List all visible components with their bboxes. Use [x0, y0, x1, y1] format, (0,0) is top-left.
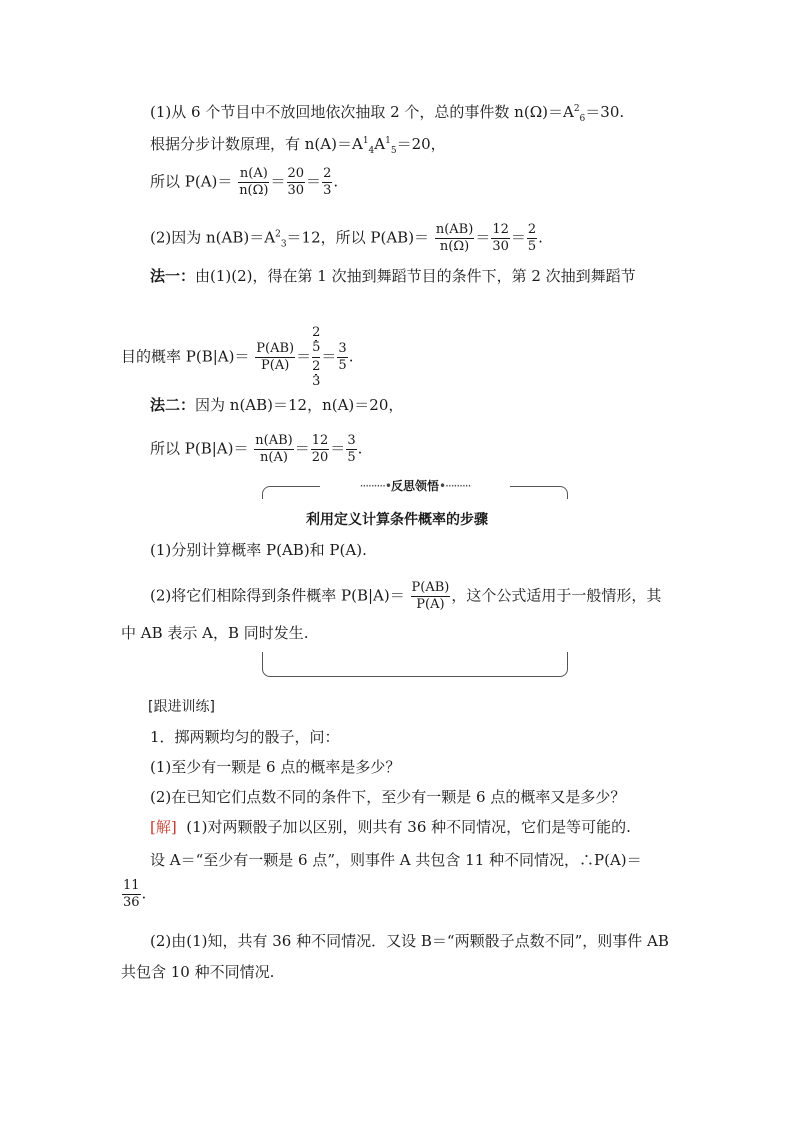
answer-line1: [150, 817, 631, 837]
equals: ＝: [330, 439, 346, 458]
perm-sub: 5: [390, 146, 397, 156]
part1-line2-end: ＝20，: [396, 135, 446, 153]
perm-sup: 2: [275, 229, 281, 240]
denominator: n(A): [260, 450, 288, 465]
complex-fraction: [312, 326, 320, 389]
fraction: [527, 222, 537, 255]
numerator: 3: [338, 341, 347, 356]
denominator: 20: [311, 450, 329, 465]
main-fraction-bar: [312, 357, 320, 358]
perm-sub: 6: [579, 114, 586, 124]
practice-q1-1: (1)至少有一颗是 6 点的概率是多少？: [150, 758, 401, 776]
denominator: 30: [287, 183, 305, 198]
denominator: n(Ω): [439, 239, 470, 254]
practice-q1-2: (2)在已知它们点数不同的条件下，至少有一颗是 6 点的概率又是多少？: [150, 788, 626, 806]
numerator: P(AB): [256, 341, 295, 356]
equals: ＝: [294, 439, 310, 458]
equals: ＝: [270, 172, 286, 191]
reflection-step1: (1)分别计算概率 P(AB)和 P(A).: [150, 541, 367, 559]
equals: ＝: [321, 347, 337, 366]
reflection-title: 利用定义计算条件概率的步骤: [306, 512, 488, 528]
denominator: n(Ω): [239, 183, 269, 198]
numerator: 2: [312, 359, 321, 374]
fraction: [322, 166, 332, 199]
method1-line1: [150, 266, 636, 286]
denominator: 36: [123, 895, 140, 910]
method2-line2: [150, 433, 362, 466]
perm-sup: 1: [385, 136, 391, 146]
part1-line2: [150, 131, 446, 161]
fraction: [411, 580, 451, 613]
numerator: 12: [311, 433, 329, 448]
period: .: [538, 228, 543, 247]
part1-line2-text: 根据分步计数原理，有 n(A)＝A: [150, 135, 363, 153]
numerator: 12: [492, 222, 509, 237]
numerator: n(AB): [255, 433, 293, 448]
reflection-box-bottom: [262, 652, 568, 677]
dotted-rule: •·········: [439, 479, 471, 493]
fraction: [238, 166, 269, 199]
reflection-label-text: 反思领悟: [390, 479, 439, 493]
part1-line3: [150, 166, 338, 199]
numerator: 2: [527, 222, 537, 237]
method2-lead: 所以 P(B|A)＝: [150, 439, 249, 458]
numerator: n(A): [239, 166, 268, 181]
denominator: 5: [527, 239, 537, 254]
reflection-label: [320, 478, 510, 494]
denominator: 30: [492, 239, 509, 254]
part2-mid: ＝12，所以 P(AB)＝: [286, 228, 430, 247]
dotted-rule: ·········•: [359, 479, 391, 493]
part1-line1-end: ＝30.: [585, 103, 625, 121]
denominator: P(A): [261, 358, 290, 373]
fraction: [346, 433, 356, 466]
answer-tag: [解]: [150, 818, 177, 836]
fraction: [311, 433, 330, 466]
practice-header: [跟进训练]: [148, 699, 215, 715]
perm-sub: 3: [280, 239, 287, 250]
denominator: 5: [347, 450, 356, 465]
denominator: 5: [312, 340, 321, 355]
fraction: [435, 222, 474, 255]
answer-line3: (2)由(1)知，共有 36 种不同情况．又设 B＝“两颗骰子点数不同”，则事件 AB: [150, 932, 669, 950]
numerator: 3: [347, 433, 356, 448]
period: .: [357, 439, 363, 458]
denominator: 3: [323, 183, 332, 198]
equals: ＝: [510, 228, 526, 247]
answer-line1-text: (1)对两颗骰子加以区别，则共有 36 种不同情况，它们是等可能的.: [186, 818, 631, 836]
perm-sup: 2: [573, 104, 580, 114]
equals: ＝: [475, 228, 491, 247]
part1-line3-lead: 所以 P(A)＝: [150, 172, 233, 191]
denominator: 5: [338, 358, 347, 373]
period: .: [333, 172, 339, 191]
equals: ＝: [306, 172, 322, 191]
method1-line2: [121, 326, 353, 389]
denominator: P(A): [416, 597, 445, 612]
answer-fraction-line: [121, 878, 146, 911]
method2-text: 因为 n(AB)＝12，n(A)＝20，: [195, 396, 404, 414]
practice-q1: 1．掷两颗均匀的骰子，问：: [150, 728, 340, 746]
period: .: [141, 884, 147, 903]
fraction: [491, 222, 510, 255]
method1-label: 法一：: [150, 267, 196, 285]
numerator: 2: [323, 166, 332, 181]
fraction: [122, 878, 141, 911]
perm-symbol: A: [374, 135, 386, 153]
answer-line2: 设 A＝“至少有一颗是 6 点”，则事件 A 共包含 11 种不同情况，∴P(A)＝: [150, 851, 642, 869]
fraction: [337, 341, 347, 374]
part2-lead: (2)因为 n(AB)＝A: [150, 228, 276, 247]
answer-line4: 共包含 10 种不同情况.: [121, 963, 275, 981]
equals: ＝: [296, 347, 312, 366]
numerator: P(AB): [411, 580, 450, 595]
reflection-step2-lead: (2)将它们相除得到条件概率 P(B|A)＝: [150, 586, 405, 605]
part1-line1: [150, 99, 624, 129]
fraction: [254, 433, 293, 466]
numerator: 20: [287, 166, 305, 181]
numerator: n(AB): [435, 222, 474, 237]
perm-sub: 4: [368, 146, 375, 156]
reflection-step2-line2: 中 AB 表示 A，B 同时发生.: [121, 624, 309, 642]
part1-line1-text: (1)从 6 个节目中不放回地依次抽取 2 个，总的事件数 n(Ω)＝A: [150, 103, 574, 121]
method1-text: 由(1)(2)，得在第 1 次抽到舞蹈节目的条件下，第 2 次抽到舞蹈节: [195, 267, 636, 285]
denominator: 3: [312, 374, 321, 389]
period: .: [348, 347, 354, 366]
numerator: 2: [312, 325, 321, 340]
fraction: [255, 341, 295, 374]
fraction: [287, 166, 306, 199]
method2-line1: [150, 395, 403, 415]
numerator: 11: [123, 878, 140, 893]
reflection-step2: [150, 580, 661, 613]
perm-sup: 1: [362, 136, 369, 146]
reflection-step2-tail: ，这个公式适用于一般情形，其: [451, 586, 662, 605]
part2-line: [150, 222, 543, 255]
method2-label: 法二：: [150, 396, 196, 414]
method1-lead: 目的概率 P(B|A)＝: [121, 347, 250, 366]
